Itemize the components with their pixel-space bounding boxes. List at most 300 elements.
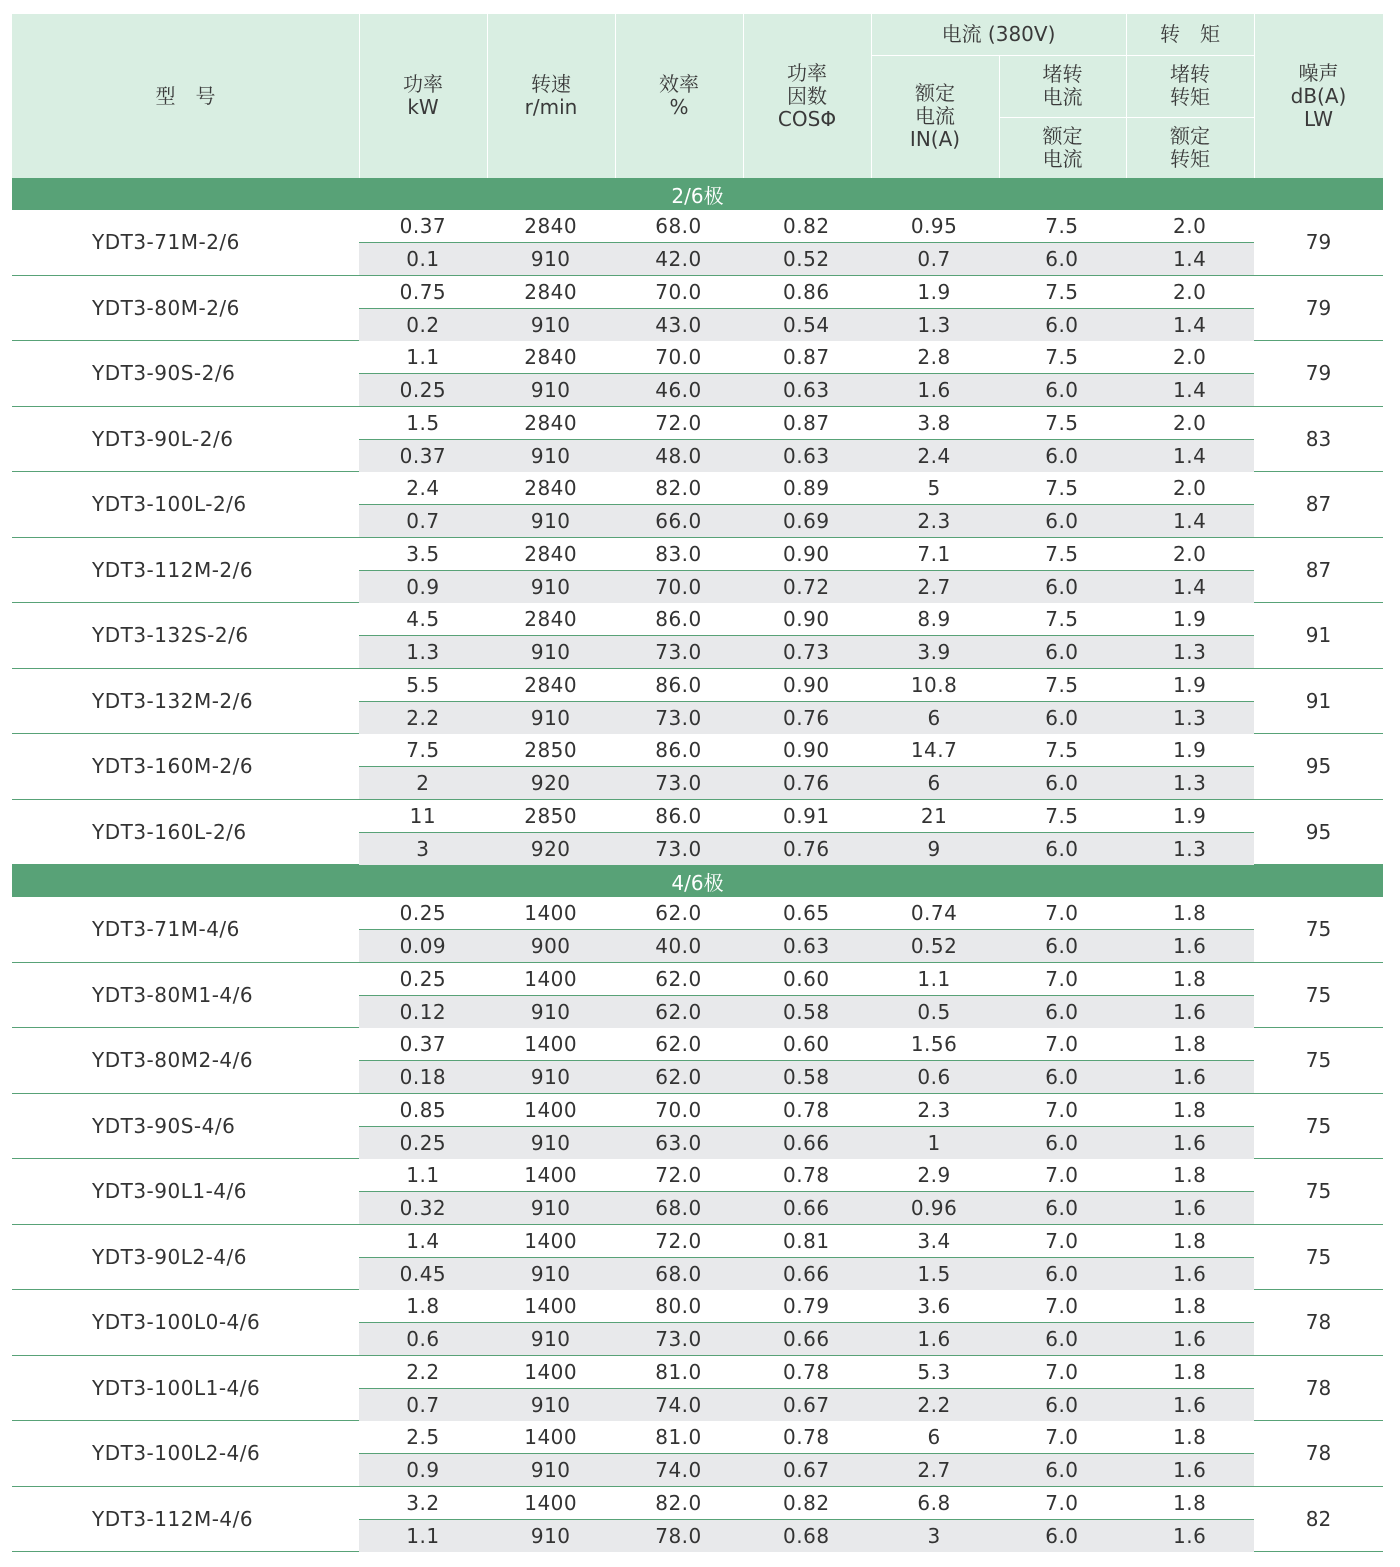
table-cell: 1400 — [524, 966, 578, 991]
table-cell: 0.78 — [783, 1425, 830, 1449]
table-cell: 62.0 — [655, 966, 702, 991]
table-cell: 7.0 — [1045, 1294, 1079, 1318]
table-cell: 7.5 — [1045, 345, 1079, 369]
model-name: YDT3-80M-2/6 — [92, 295, 240, 320]
model-name: YDT3-90L2-4/6 — [92, 1244, 247, 1269]
table-cell: 0.52 — [783, 247, 830, 271]
table-cell: 1.6 — [1173, 1261, 1207, 1286]
table-cell: 2850 — [524, 738, 578, 762]
table-cell: 81.0 — [655, 1359, 702, 1384]
table-cell: 2840 — [524, 214, 578, 238]
table-cell: 7.5 — [1045, 410, 1079, 435]
noise-value: 91 — [1305, 623, 1332, 648]
table-row — [12, 1159, 1383, 1225]
table-row — [12, 897, 1383, 963]
table-cell: 2840 — [524, 541, 578, 566]
table-cell: 73.0 — [655, 836, 702, 861]
table-cell: 1.6 — [1173, 1392, 1207, 1417]
table-cell: 1400 — [524, 1425, 578, 1449]
table-cell: 6.0 — [1045, 1523, 1079, 1548]
low-speed-row — [359, 242, 1254, 275]
table-cell: 0.89 — [783, 476, 830, 500]
table-cell: 1.8 — [1173, 1228, 1207, 1253]
table-cell: 910 — [530, 1196, 571, 1220]
table-row — [12, 963, 1383, 1029]
low-speed-row — [359, 1388, 1254, 1421]
table-cell: 3.9 — [917, 640, 951, 664]
table-cell: 6.0 — [1045, 999, 1079, 1024]
high-speed-row — [359, 1225, 1254, 1257]
high-speed-row — [359, 669, 1254, 701]
model-name: YDT3-100L0-4/6 — [92, 1310, 261, 1335]
table-cell: 72.0 — [655, 410, 702, 435]
table-cell: 81.0 — [655, 1425, 702, 1449]
table-cell: 6 — [927, 771, 941, 795]
header-noise: 噪声 dB(A) LW — [1290, 60, 1347, 131]
table-cell: 0.73 — [783, 640, 830, 664]
table-cell: 1.9 — [1173, 607, 1207, 631]
high-speed-row — [359, 1356, 1254, 1388]
table-cell: 74.0 — [655, 1458, 702, 1482]
table-cell: 2.0 — [1173, 279, 1207, 304]
table-cell: 0.86 — [783, 279, 830, 304]
table-cell: 910 — [530, 1458, 571, 1482]
table-cell: 68.0 — [655, 1196, 702, 1220]
table-cell: 2840 — [524, 607, 578, 631]
table-row — [12, 800, 1383, 866]
high-speed-row — [359, 472, 1254, 504]
table-cell: 5 — [927, 476, 941, 500]
table-cell: 1.8 — [1173, 901, 1207, 925]
table-cell: 68.0 — [655, 214, 702, 238]
header-model: 型 号 — [155, 83, 216, 108]
noise-value: 95 — [1305, 754, 1332, 779]
table-cell: 6.0 — [1045, 934, 1079, 958]
model-name: YDT3-160M-2/6 — [92, 754, 254, 779]
table-cell: 7.5 — [1045, 541, 1079, 566]
model-name: YDT3-100L2-4/6 — [92, 1441, 261, 1466]
table-cell: 3.5 — [406, 541, 440, 566]
table-row — [12, 603, 1383, 669]
table-cell: 7.0 — [1045, 1163, 1079, 1187]
model-name: YDT3-71M-4/6 — [92, 917, 240, 942]
table-cell: 83.0 — [655, 541, 702, 566]
header-rated-current: 额定 电流 IN(A) — [909, 81, 961, 151]
table-cell: 0.66 — [783, 1196, 830, 1220]
table-cell: 1.1 — [406, 345, 440, 369]
table-cell: 1.3 — [1173, 836, 1207, 861]
table-cell: 1.56 — [910, 1032, 958, 1056]
table-cell: 1.3 — [1173, 771, 1207, 795]
table-cell: 7.0 — [1045, 1425, 1079, 1449]
header-power: 功率 kW — [403, 72, 443, 119]
noise-value: 91 — [1305, 688, 1332, 713]
table-cell: 0.7 — [917, 247, 951, 271]
table-cell: 0.95 — [910, 214, 958, 238]
table-cell: 0.90 — [783, 541, 830, 566]
table-cell: 0.54 — [783, 312, 830, 337]
table-cell: 1.6 — [1173, 999, 1207, 1024]
table-cell: 6.0 — [1045, 574, 1079, 599]
table-cell: 42.0 — [655, 247, 702, 271]
table-cell: 910 — [530, 640, 571, 664]
table-cell: 0.78 — [783, 1359, 830, 1384]
table-cell: 3.8 — [917, 410, 951, 435]
table-cell: 910 — [530, 509, 571, 533]
table-cell: 0.78 — [783, 1163, 830, 1187]
table-cell: 1.6 — [1173, 1196, 1207, 1220]
table-cell: 0.25 — [399, 1130, 447, 1155]
table-cell: 0.63 — [783, 443, 830, 468]
table-cell: 910 — [530, 1065, 571, 1089]
table-cell: 0.25 — [399, 378, 447, 402]
model-name: YDT3-112M-2/6 — [92, 557, 254, 582]
high-speed-row — [359, 407, 1254, 439]
noise-value: 79 — [1305, 230, 1332, 255]
model-name: YDT3-132M-2/6 — [92, 688, 254, 713]
table-cell: 910 — [530, 443, 571, 468]
table-cell: 46.0 — [655, 378, 702, 402]
table-cell: 0.66 — [783, 1327, 830, 1351]
low-speed-row — [359, 1126, 1254, 1159]
table-cell: 7.5 — [1045, 803, 1079, 828]
table-cell: 1.6 — [917, 378, 951, 402]
section-header: 2/6极 — [12, 178, 1383, 210]
low-speed-row — [359, 308, 1254, 341]
table-cell: 6.0 — [1045, 1130, 1079, 1155]
table-cell: 2850 — [524, 803, 578, 828]
header-rated-current-divisor: 额定 电流 — [1042, 123, 1083, 171]
table-row — [12, 1290, 1383, 1356]
low-speed-row — [359, 832, 1254, 865]
table-cell: 2.5 — [406, 1425, 440, 1449]
table-cell: 0.96 — [910, 1196, 958, 1220]
table-cell: 1.1 — [406, 1163, 440, 1187]
table-cell: 2.8 — [917, 345, 951, 369]
table-cell: 7.0 — [1045, 1097, 1079, 1122]
table-cell: 0.76 — [783, 771, 830, 795]
table-cell: 21 — [920, 803, 948, 828]
table-cell: 0.67 — [783, 1392, 830, 1417]
table-cell: 0.90 — [783, 607, 830, 631]
table-cell: 1.4 — [1173, 312, 1207, 337]
table-cell: 2.4 — [917, 443, 951, 468]
low-speed-row — [359, 929, 1254, 962]
table-cell: 2.0 — [1173, 476, 1207, 500]
table-cell: 0.74 — [910, 901, 958, 925]
noise-value: 78 — [1305, 1310, 1332, 1335]
table-cell: 0.52 — [910, 934, 958, 958]
table-cell: 6.0 — [1045, 771, 1079, 795]
header-torque-group: 转 矩 — [1160, 22, 1220, 46]
table-cell: 62.0 — [655, 1065, 702, 1089]
table-cell: 1.4 — [1173, 574, 1207, 599]
low-speed-row — [359, 1519, 1254, 1552]
low-speed-row — [359, 701, 1254, 734]
table-cell: 900 — [530, 934, 571, 958]
table-cell: 7.0 — [1045, 901, 1079, 925]
table-cell: 1.4 — [1173, 443, 1207, 468]
low-speed-row — [359, 570, 1254, 603]
table-cell: 7.5 — [1045, 672, 1079, 697]
table-cell: 0.37 — [399, 1032, 447, 1056]
table-cell: 2.4 — [406, 476, 440, 500]
table-cell: 2840 — [524, 345, 578, 369]
table-cell: 0.37 — [399, 214, 447, 238]
table-cell: 1.8 — [1173, 1425, 1207, 1449]
table-cell: 5.3 — [917, 1359, 951, 1384]
table-cell: 70.0 — [655, 279, 702, 304]
table-cell: 73.0 — [655, 1327, 702, 1351]
table-cell: 0.60 — [783, 1032, 830, 1056]
table-cell: 70.0 — [655, 574, 702, 599]
low-speed-row — [359, 1453, 1254, 1486]
model-name: YDT3-112M-4/6 — [92, 1506, 254, 1531]
table-cell: 0.78 — [783, 1097, 830, 1122]
table-row — [12, 1225, 1383, 1291]
table-cell: 0.67 — [783, 1458, 830, 1482]
table-cell: 910 — [530, 1261, 571, 1286]
high-speed-row — [359, 1094, 1254, 1126]
noise-value: 75 — [1305, 1179, 1332, 1204]
noise-value: 78 — [1305, 1441, 1332, 1466]
table-cell: 0.9 — [406, 1458, 440, 1482]
table-cell: 0.6 — [406, 1327, 440, 1351]
table-cell: 0.37 — [399, 443, 447, 468]
table-cell: 910 — [530, 378, 571, 402]
table-cell: 0.75 — [399, 279, 447, 304]
low-speed-row — [359, 1257, 1254, 1290]
table-row — [12, 1356, 1383, 1422]
low-speed-row — [359, 995, 1254, 1028]
table-cell: 1.8 — [1173, 1032, 1207, 1056]
table-cell: 0.91 — [783, 803, 830, 828]
table-cell: 2840 — [524, 476, 578, 500]
table-cell: 0.58 — [783, 1065, 830, 1089]
table-row — [12, 1421, 1383, 1487]
table-cell: 2.0 — [1173, 214, 1207, 238]
table-cell: 10.8 — [910, 672, 958, 697]
table-cell: 6.0 — [1045, 1458, 1079, 1482]
table-cell: 0.45 — [399, 1261, 447, 1286]
table-cell: 0.18 — [399, 1065, 447, 1089]
table-cell: 0.9 — [406, 574, 440, 599]
table-cell: 11 — [409, 803, 437, 828]
table-cell: 7.5 — [1045, 476, 1079, 500]
table-row — [12, 669, 1383, 735]
table-row — [12, 1028, 1383, 1094]
table-row — [12, 341, 1383, 407]
table-cell: 0.90 — [783, 672, 830, 697]
table-cell: 2840 — [524, 672, 578, 697]
table-cell: 3 — [927, 1523, 941, 1548]
high-speed-row — [359, 734, 1254, 766]
table-cell: 0.87 — [783, 345, 830, 369]
table-cell: 2.7 — [917, 1458, 951, 1482]
table-cell: 74.0 — [655, 1392, 702, 1417]
high-speed-row — [359, 341, 1254, 373]
table-cell: 6 — [927, 1425, 941, 1449]
high-speed-row — [359, 603, 1254, 635]
table-cell: 0.12 — [399, 999, 447, 1024]
table-cell: 0.60 — [783, 966, 830, 991]
table-cell: 1.6 — [1173, 1523, 1207, 1548]
table-cell: 6.0 — [1045, 1196, 1079, 1220]
table-cell: 1400 — [524, 1228, 578, 1253]
table-cell: 66.0 — [655, 509, 702, 533]
table-cell: 62.0 — [655, 901, 702, 925]
table-cell: 1400 — [524, 901, 578, 925]
table-cell: 0.79 — [783, 1294, 830, 1318]
header-efficiency: 效率 % — [659, 72, 699, 119]
table-cell: 43.0 — [655, 312, 702, 337]
table-cell: 0.90 — [783, 738, 830, 762]
table-cell: 0.72 — [783, 574, 830, 599]
table-cell: 73.0 — [655, 705, 702, 730]
table-cell: 6.0 — [1045, 443, 1079, 468]
table-cell: 910 — [530, 312, 571, 337]
table-cell: 6.0 — [1045, 509, 1079, 533]
table-cell: 6 — [927, 705, 941, 730]
low-speed-row — [359, 504, 1254, 537]
noise-value: 87 — [1305, 492, 1332, 517]
header-locked-current: 堵转 电流 — [1042, 62, 1083, 109]
section-header: 4/6极 — [12, 865, 1383, 897]
table-cell: 0.82 — [783, 214, 830, 238]
table-cell: 0.2 — [406, 312, 440, 337]
model-name: YDT3-71M-2/6 — [92, 230, 240, 255]
table-cell: 2 — [416, 771, 430, 795]
table-cell: 0.7 — [406, 1392, 440, 1417]
table-cell: 0.5 — [917, 999, 951, 1024]
table-row — [12, 1094, 1383, 1160]
model-name: YDT3-90S-2/6 — [92, 361, 236, 386]
noise-value: 82 — [1305, 1506, 1332, 1531]
low-speed-row — [359, 1060, 1254, 1093]
table-cell: 1.9 — [917, 279, 951, 304]
table-cell: 6.0 — [1045, 1261, 1079, 1286]
table-cell: 7.5 — [406, 738, 440, 762]
model-name: YDT3-132S-2/6 — [92, 623, 249, 648]
low-speed-row — [359, 635, 1254, 668]
table-cell: 0.87 — [783, 410, 830, 435]
table-cell: 1.5 — [406, 410, 440, 435]
table-cell: 1.6 — [1173, 1065, 1207, 1089]
table-cell: 72.0 — [655, 1228, 702, 1253]
table-cell: 0.76 — [783, 705, 830, 730]
noise-value: 79 — [1305, 295, 1332, 320]
high-speed-row — [359, 963, 1254, 995]
noise-value: 95 — [1305, 819, 1332, 844]
header-power-factor: 功率 因数 COSΦ — [777, 60, 837, 131]
table-cell: 4.5 — [406, 607, 440, 631]
table-cell: 2.2 — [406, 1359, 440, 1384]
table-cell: 910 — [530, 1327, 571, 1351]
table-cell: 6.0 — [1045, 640, 1079, 664]
table-cell: 2.3 — [917, 509, 951, 533]
table-cell: 48.0 — [655, 443, 702, 468]
table-cell: 1.4 — [1173, 247, 1207, 271]
table-cell: 2.0 — [1173, 410, 1207, 435]
low-speed-row — [359, 766, 1254, 799]
table-cell: 7.0 — [1045, 1359, 1079, 1384]
table-cell: 1.6 — [1173, 1130, 1207, 1155]
table-cell: 9 — [927, 836, 941, 861]
model-name: YDT3-80M1-4/6 — [92, 982, 254, 1007]
table-row — [12, 538, 1383, 604]
table-cell: 82.0 — [655, 476, 702, 500]
model-name: YDT3-160L-2/6 — [92, 819, 247, 844]
table-cell: 0.69 — [783, 509, 830, 533]
low-speed-row — [359, 1322, 1254, 1355]
table-cell: 0.6 — [917, 1065, 951, 1089]
high-speed-row — [359, 1028, 1254, 1060]
noise-value: 79 — [1305, 361, 1332, 386]
table-cell: 6.8 — [917, 1490, 951, 1515]
table-row — [12, 210, 1383, 276]
table-row — [12, 276, 1383, 342]
table-cell: 78.0 — [655, 1523, 702, 1548]
table-cell: 2840 — [524, 279, 578, 304]
table-header — [12, 14, 1383, 178]
table-cell: 86.0 — [655, 672, 702, 697]
table-cell: 7.0 — [1045, 966, 1079, 991]
table-cell: 910 — [530, 999, 571, 1024]
noise-value: 75 — [1305, 917, 1332, 942]
table-cell: 1.4 — [1173, 509, 1207, 533]
table-cell: 1.3 — [917, 312, 951, 337]
table-cell: 920 — [530, 836, 571, 861]
table-cell: 2.0 — [1173, 345, 1207, 369]
table-cell: 1.6 — [1173, 1327, 1207, 1351]
table-cell: 2.3 — [917, 1097, 951, 1122]
table-cell: 1.6 — [917, 1327, 951, 1351]
high-speed-row — [359, 1421, 1254, 1453]
table-cell: 1.3 — [1173, 640, 1207, 664]
spec-table — [12, 14, 1383, 1552]
table-cell: 8.9 — [917, 607, 951, 631]
low-speed-row — [359, 373, 1254, 406]
table-cell: 910 — [530, 574, 571, 599]
table-cell: 1.1 — [406, 1523, 440, 1548]
high-speed-row — [359, 538, 1254, 570]
table-cell: 1.9 — [1173, 738, 1207, 762]
table-cell: 6.0 — [1045, 1392, 1079, 1417]
high-speed-row — [359, 1159, 1254, 1191]
table-cell: 1.4 — [1173, 378, 1207, 402]
noise-value: 87 — [1305, 557, 1332, 582]
table-cell: 70.0 — [655, 1097, 702, 1122]
table-row — [12, 472, 1383, 538]
table-cell: 0.7 — [406, 509, 440, 533]
table-cell: 1.8 — [1173, 1163, 1207, 1187]
low-speed-row — [359, 439, 1254, 472]
table-cell: 0.63 — [783, 378, 830, 402]
table-cell: 3.2 — [406, 1490, 440, 1515]
high-speed-row — [359, 1290, 1254, 1322]
table-cell: 2.7 — [917, 574, 951, 599]
table-cell: 1.8 — [1173, 966, 1207, 991]
table-cell: 1400 — [524, 1032, 578, 1056]
table-cell: 910 — [530, 1130, 571, 1155]
table-cell: 1.6 — [1173, 934, 1207, 958]
table-cell: 6.0 — [1045, 247, 1079, 271]
table-cell: 73.0 — [655, 640, 702, 664]
table-cell: 1.8 — [1173, 1294, 1207, 1318]
table-cell: 70.0 — [655, 345, 702, 369]
noise-value: 75 — [1305, 1113, 1332, 1138]
table-cell: 0.09 — [399, 934, 447, 958]
